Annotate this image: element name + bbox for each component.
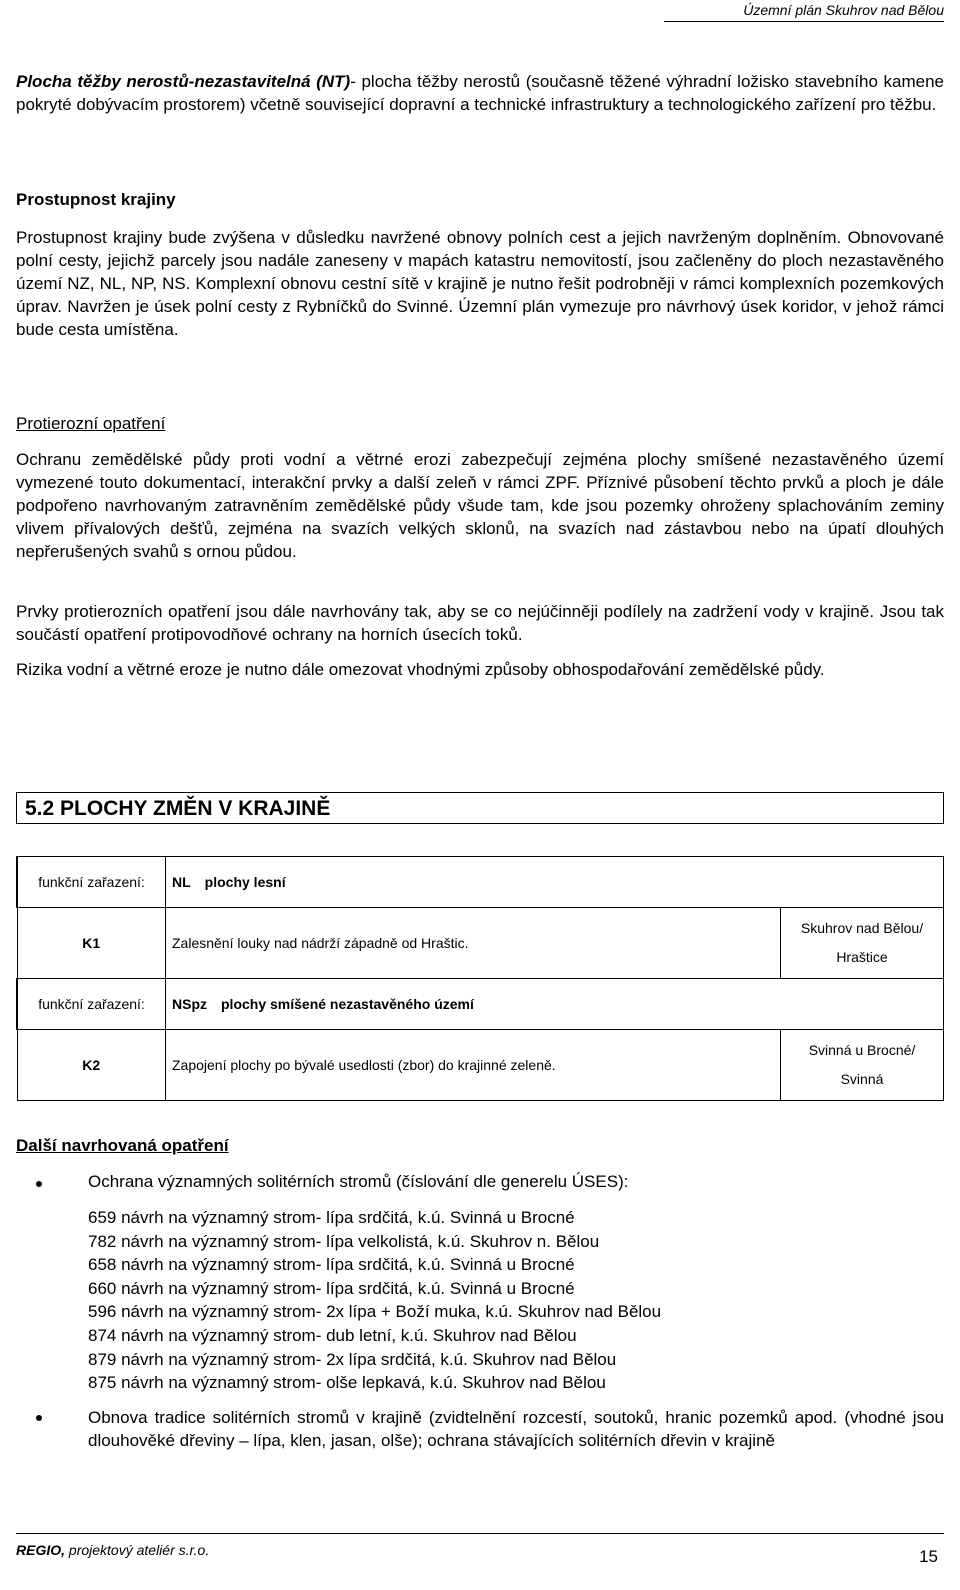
intro-bold-lead: Plocha těžby nerostů-nezastavitelná (NT)	[16, 72, 351, 91]
list-item	[16, 1406, 944, 1452]
item-location-1: Svinná u Brocné/	[808, 1042, 916, 1058]
function-name: plochy lesní	[204, 874, 286, 890]
function-code: NSpz	[172, 996, 207, 1012]
dalsi-heading: Další navrhovaná opatření	[16, 1136, 229, 1155]
protierozni-paragraph-1: Ochranu zemědělské půdy proti vodní a větrné erozi zabezpečují zejména plochy smíšené nezastavěného území vymezené touto dokumentací, interakční prvky a další zeleň v rámci ZPF. Příznivé působení těchto prvků a ploch je dále podpořeno navrhovaným zatravněním zemědělské půdy všude tam, kde jsou pozemky ohroženy splachováním zeminy vlivem přívalových dešťů, zejména na svazích velkých sklonů, na svazích nad zástavbou nebo na úpatí dlouhých nepřerušených svahů s ornou půdou.	[16, 450, 944, 561]
tree-item: 782 návrh na významný strom- lípa velkolistá, k.ú. Skuhrov n. Bělou	[88, 1231, 600, 1251]
tree-item: 660 návrh na významný strom- lípa srdčitá, k.ú. Svinná u Brocné	[88, 1278, 575, 1298]
tree-item: 658 návrh na významný strom- lípa srdčitá, k.ú. Svinná u Brocné	[88, 1255, 575, 1275]
item-location	[781, 1030, 944, 1101]
function-row	[17, 979, 944, 1030]
page-footer	[16, 1533, 944, 1558]
page-header: Územní plán Skuhrov nad Bělou	[664, 2, 944, 22]
function-row	[17, 857, 944, 908]
protierozni-paragraph-2: Prvky protierozních opatření jsou dále navrhovány tak, aby se co nejúčinněji podílely na zadržení vody v krajině. Jsou tak součástí opatření protipovodňové ochrany na horních úsecích toků.	[16, 602, 944, 644]
protierozni-paragraph-3: Rizika vodní a větrné eroze je nutno dále omezovat vhodnými způsoby obhospodařování zemědělské půdy.	[16, 660, 825, 679]
dalsi-list-1	[16, 1172, 944, 1395]
section-heading-5-2: 5.2 PLOCHY ZMĚN V KRAJINĚ	[16, 792, 944, 824]
intro-text: - plocha těžby nerostů (současně těžené výhradní ložisko stavebního kamene pokryté dobývacím prostorem) včetně související dopravní a technické infrastruktury a technologického zařízení pro těžbu.	[16, 72, 944, 114]
item-location-2: Svinná	[840, 1071, 884, 1087]
document-page	[16, 0, 944, 1590]
function-value	[166, 857, 944, 908]
item-description: Zalesnění louky nad nádrží západně od Hraštic.	[166, 908, 781, 979]
bullet-icon	[36, 1181, 42, 1187]
table-row	[17, 1030, 944, 1101]
tree-item: 874 návrh na významný strom- dub letní, k.ú. Skuhrov nad Bělou	[88, 1325, 577, 1345]
tree-item: 879 návrh na významný strom- 2x lípa srdčitá, k.ú. Skuhrov nad Bělou	[88, 1349, 617, 1369]
plochy-zmen-table	[16, 856, 944, 1101]
tree-item: 596 návrh na významný strom- 2x lípa + Boží muka, k.ú. Skuhrov nad Bělou	[88, 1302, 662, 1322]
tree-item: 659 návrh na významný strom- lípa srdčitá, k.ú. Svinná u Brocné	[88, 1208, 575, 1227]
bullet-text: Ochrana významných solitérních stromů (číslování dle generelu ÚSES):	[88, 1172, 629, 1191]
function-label: funkční zařazení:	[17, 979, 166, 1030]
function-value	[166, 979, 944, 1030]
bullet-icon	[36, 1415, 42, 1421]
prostupnost-heading: Prostupnost krajiny	[16, 190, 176, 209]
footer-company-rest: projektový ateliér s.r.o.	[65, 1542, 210, 1558]
item-description: Zapojení plochy po bývalé usedlosti (zbor) do krajinné zeleně.	[166, 1030, 781, 1101]
page-number: 15	[919, 1547, 938, 1566]
item-location-2: Hraštice	[836, 949, 888, 965]
intro-paragraph	[16, 70, 944, 116]
item-id: K1	[17, 908, 166, 979]
footer-company-bold: REGIO,	[16, 1542, 66, 1558]
function-name: plochy smíšené nezastavěného území	[221, 996, 474, 1012]
list-item	[16, 1172, 944, 1192]
item-id: K2	[17, 1030, 166, 1101]
dalsi-list-2	[16, 1406, 944, 1452]
bullet-text: Obnova tradice solitérních stromů v krajině (zvidtelnění rozcestí, soutoků, hranic pozemků apod. (vhodné jsou dlouhověké dřeviny – lípa, klen, jasan, olše); ochrana stávajících solitérních dřevin v krajině	[88, 1408, 944, 1450]
prostupnost-paragraph: Prostupnost krajiny bude zvýšena v důsledku navržené obnovy polních cest a jejich navrženým doplněním. Obnovované polní cesty, jejichž parcely jsou nadále zaneseny v mapách katastru nemovitostí, jsou začleněny do ploch nezastavěného území NZ, NL, NP, NS. Komplexní obnovu cestní sítě v krajině je nutno řešit podrobněji v rámci komplexních pozemkových úprav. Navržen je úsek polní cesty z Rybníčků do Svinné. Územní plán vymezuje pro návrhový úsek koridor, v jehož rámci bude cesta umístěna.	[16, 228, 944, 339]
protierozni-heading: Protierozní opatření	[16, 414, 166, 433]
item-location	[781, 908, 944, 979]
tree-list	[16, 1206, 944, 1395]
tree-item: 875 návrh na významný strom- olše lepkavá, k.ú. Skuhrov nad Bělou	[88, 1373, 606, 1393]
function-label: funkční zařazení:	[17, 857, 166, 908]
table-row	[17, 908, 944, 979]
item-location-1: Skuhrov nad Bělou/	[800, 920, 924, 936]
function-code: NL	[172, 874, 191, 890]
